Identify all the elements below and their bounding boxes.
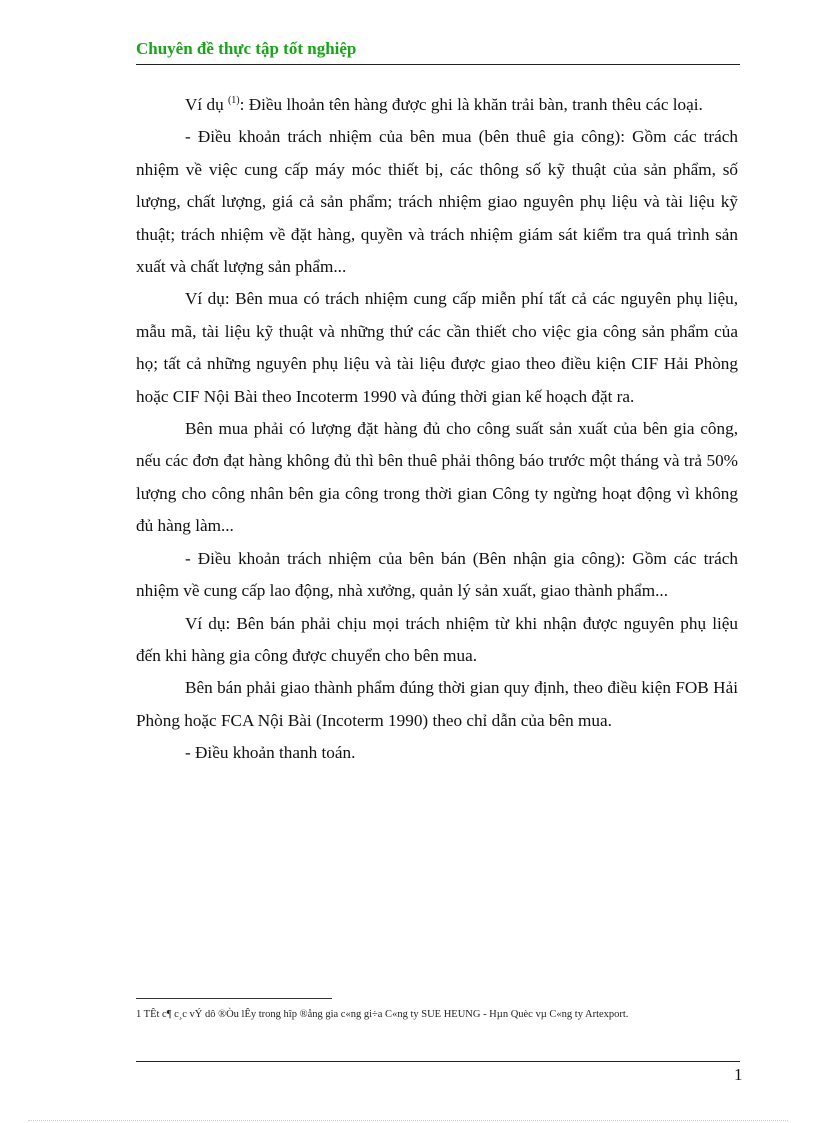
paragraph-payment-clause: - Điều khoản thanh toán. <box>185 743 356 763</box>
page-edge-divider <box>28 1120 788 1121</box>
paragraph-buyer-responsibility: - Điều khoản trách nhiệm của bên mua (bên thuê gia công): Gồm các trách nhiệm về việc cung cấp máy móc thiết bị, các thông số kỹ thuật của sản phẩm, số lượng, chất lượng, giá cả sản phẩm; trách nhiệm giao nguyên phụ liệu và tài liệu kỹ thuật; trách nhiệm về đặt hàng, quyền và trách nhiệm giám sát kiểm tra quá trình sản xuất và chất lượng sản phẩm... <box>136 127 738 277</box>
paragraph-seller-example: Ví dụ: Bên bán phải chịu mọi trách nhiệm từ khi nhận được nguyên phụ liệu đến khi hàng gia công được chuyển cho bên mua. <box>136 613 738 665</box>
footnote-separator <box>136 998 332 999</box>
example-text: : Điều lhoản tên hàng được ghi là khăn trải bàn, tranh thêu các loại. <box>239 95 703 114</box>
page-number: 1 <box>734 1065 743 1084</box>
paragraph-example-goods-clause <box>136 89 738 121</box>
document-body <box>136 89 738 770</box>
paragraph-buyer-order-volume: Bên mua phải có lượng đặt hàng đủ cho công suất sản xuất của bên gia công, nếu các đơn đạt hàng không đủ thì bên thuê phải thông báo trước một tháng và trả 50% lượng cho công nhân bên gia công trong thời gian Công ty ngừng hoạt động vì không đủ hàng làm... <box>136 419 738 536</box>
paragraph-seller-responsibility: - Điều khoản trách nhiệm của bên bán (Bên nhận gia công): Gồm các trách nhiệm về cung cấp lao động, nhà xưởng, quản lý sản xuất, giao thành phẩm... <box>136 548 738 601</box>
header-title: Chuyên đề thực tập tốt nghiệp <box>136 39 357 58</box>
paragraph-buyer-example: Ví dụ: Bên mua có trách nhiệm cung cấp miễn phí tất cả các nguyên phụ liệu, mẫu mã, tài liệu kỹ thuật và những thứ các cần thiết cho việc gia công sản phẩm của họ; tất cả những nguyên phụ liệu và tài liệu được giao theo điều kiện CIF Hải Phòng hoặc CIF Nội Bài theo Incoterm 1990 và đúng thời gian kế hoạch đặt ra. <box>136 289 738 406</box>
footnote-reference[interactable]: (1) <box>227 95 240 106</box>
page-header <box>136 38 740 65</box>
footer-rule <box>136 1061 740 1062</box>
paragraph-seller-delivery: Bên bán phải giao thành phẩm đúng thời gian quy định, theo điều kiện FOB Hải Phòng hoặc FCA Nội Bài (Incoterm 1990) theo chỉ dẫn của bên mua. <box>136 678 738 730</box>
footnote: 1 TÊt c¶ c¸c vÝ dô ®Òu lÊy trong hîp ®ång gia c«ng gi÷a C«ng ty SUE HEUNG - Hµn Quèc vµ C«ng ty Artexport. <box>136 1009 629 1020</box>
example-label: Ví dụ <box>185 95 228 114</box>
